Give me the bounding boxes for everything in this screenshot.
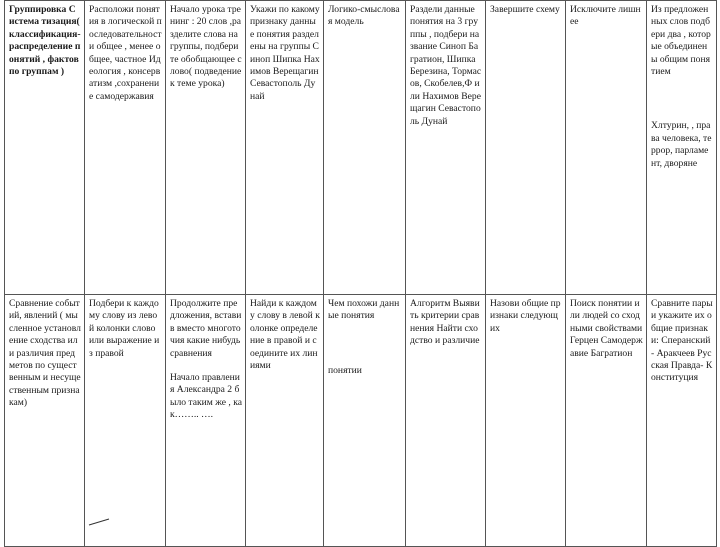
- task-cell: Завершите схему: [486, 1, 566, 295]
- task-example: Начало правления Александра 2 было таким же , как…….. ….: [170, 372, 242, 421]
- task-cell: Сравните пары и укажите их общие признаки: Сперанский - Аракчеев Русская Правда- Конституция: [647, 295, 717, 547]
- table-row-comparison: [5, 295, 717, 547]
- task-cell: Укажи по какому признаку данные понятия разделены на группы Синоп Шипка Нахимов Верещагин Севастополь Дунай: [246, 1, 324, 295]
- table-row-grouping: [5, 1, 717, 295]
- task-cell: Расположи понятия в логической последовательности общее , менее общее, частное Идеология , консерватизм ,сохранение самодержавия: [85, 1, 166, 295]
- task-cell: Логико-смысловая модель: [324, 1, 406, 295]
- task-cell: Найди к каждому слову в левой колонке определение в правой и соедините их линиями: [246, 295, 324, 547]
- task-cell: [166, 295, 246, 547]
- method-title-grouping: Группировка Система тизация( классификация- распределение понятий , фактов по группам ): [5, 1, 85, 295]
- task-cell: Начало урока тренинг : 20 слов ,разделите слова на группы, подберите обобщающее слово( подведение к теме урока): [166, 1, 246, 295]
- task-instruction: Чем похожи данные понятия: [328, 298, 400, 322]
- task-note: понятии: [328, 364, 362, 376]
- stray-line-mark: [88, 518, 110, 526]
- task-word-list: Хлтурин, , права человека, террор, парламент, дворяне: [651, 120, 712, 169]
- task-cell: Исключите лишнее: [566, 1, 647, 295]
- task-cell: Поиск понятии или людей со сходными свойствами Герцен Самодержавие Багратион: [566, 295, 647, 547]
- task-cell: Раздели данные понятия на 3 группы , подбери название Синоп Багратион, Шипка Березина, Тормасов, Скобелев,Ф или Нахимов Верещагин Севастополь Дунай: [406, 1, 486, 295]
- task-cell: Подбери к каждому слову из левой колонки слово или выражение из правой: [85, 295, 166, 547]
- task-cell: [324, 295, 406, 547]
- task-cell: Назови общие признаки следующих: [486, 295, 566, 547]
- task-cell: Алгоритм Выявить критерии сравнения Найти сходство и различие: [406, 295, 486, 547]
- task-cell: [647, 1, 717, 295]
- task-instruction: Продолжите предложения, вставив вместо многоточия какие нибудь сравнения: [170, 298, 242, 359]
- method-title-comparison: Сравнение событий, явлений ( мысленное установление сходства или различия предметов по существенным и несущественным признакам): [5, 295, 85, 547]
- task-instruction: Из предложенных слов подбери два , которые объединены общим понятием: [651, 4, 711, 78]
- methods-table: [4, 0, 717, 547]
